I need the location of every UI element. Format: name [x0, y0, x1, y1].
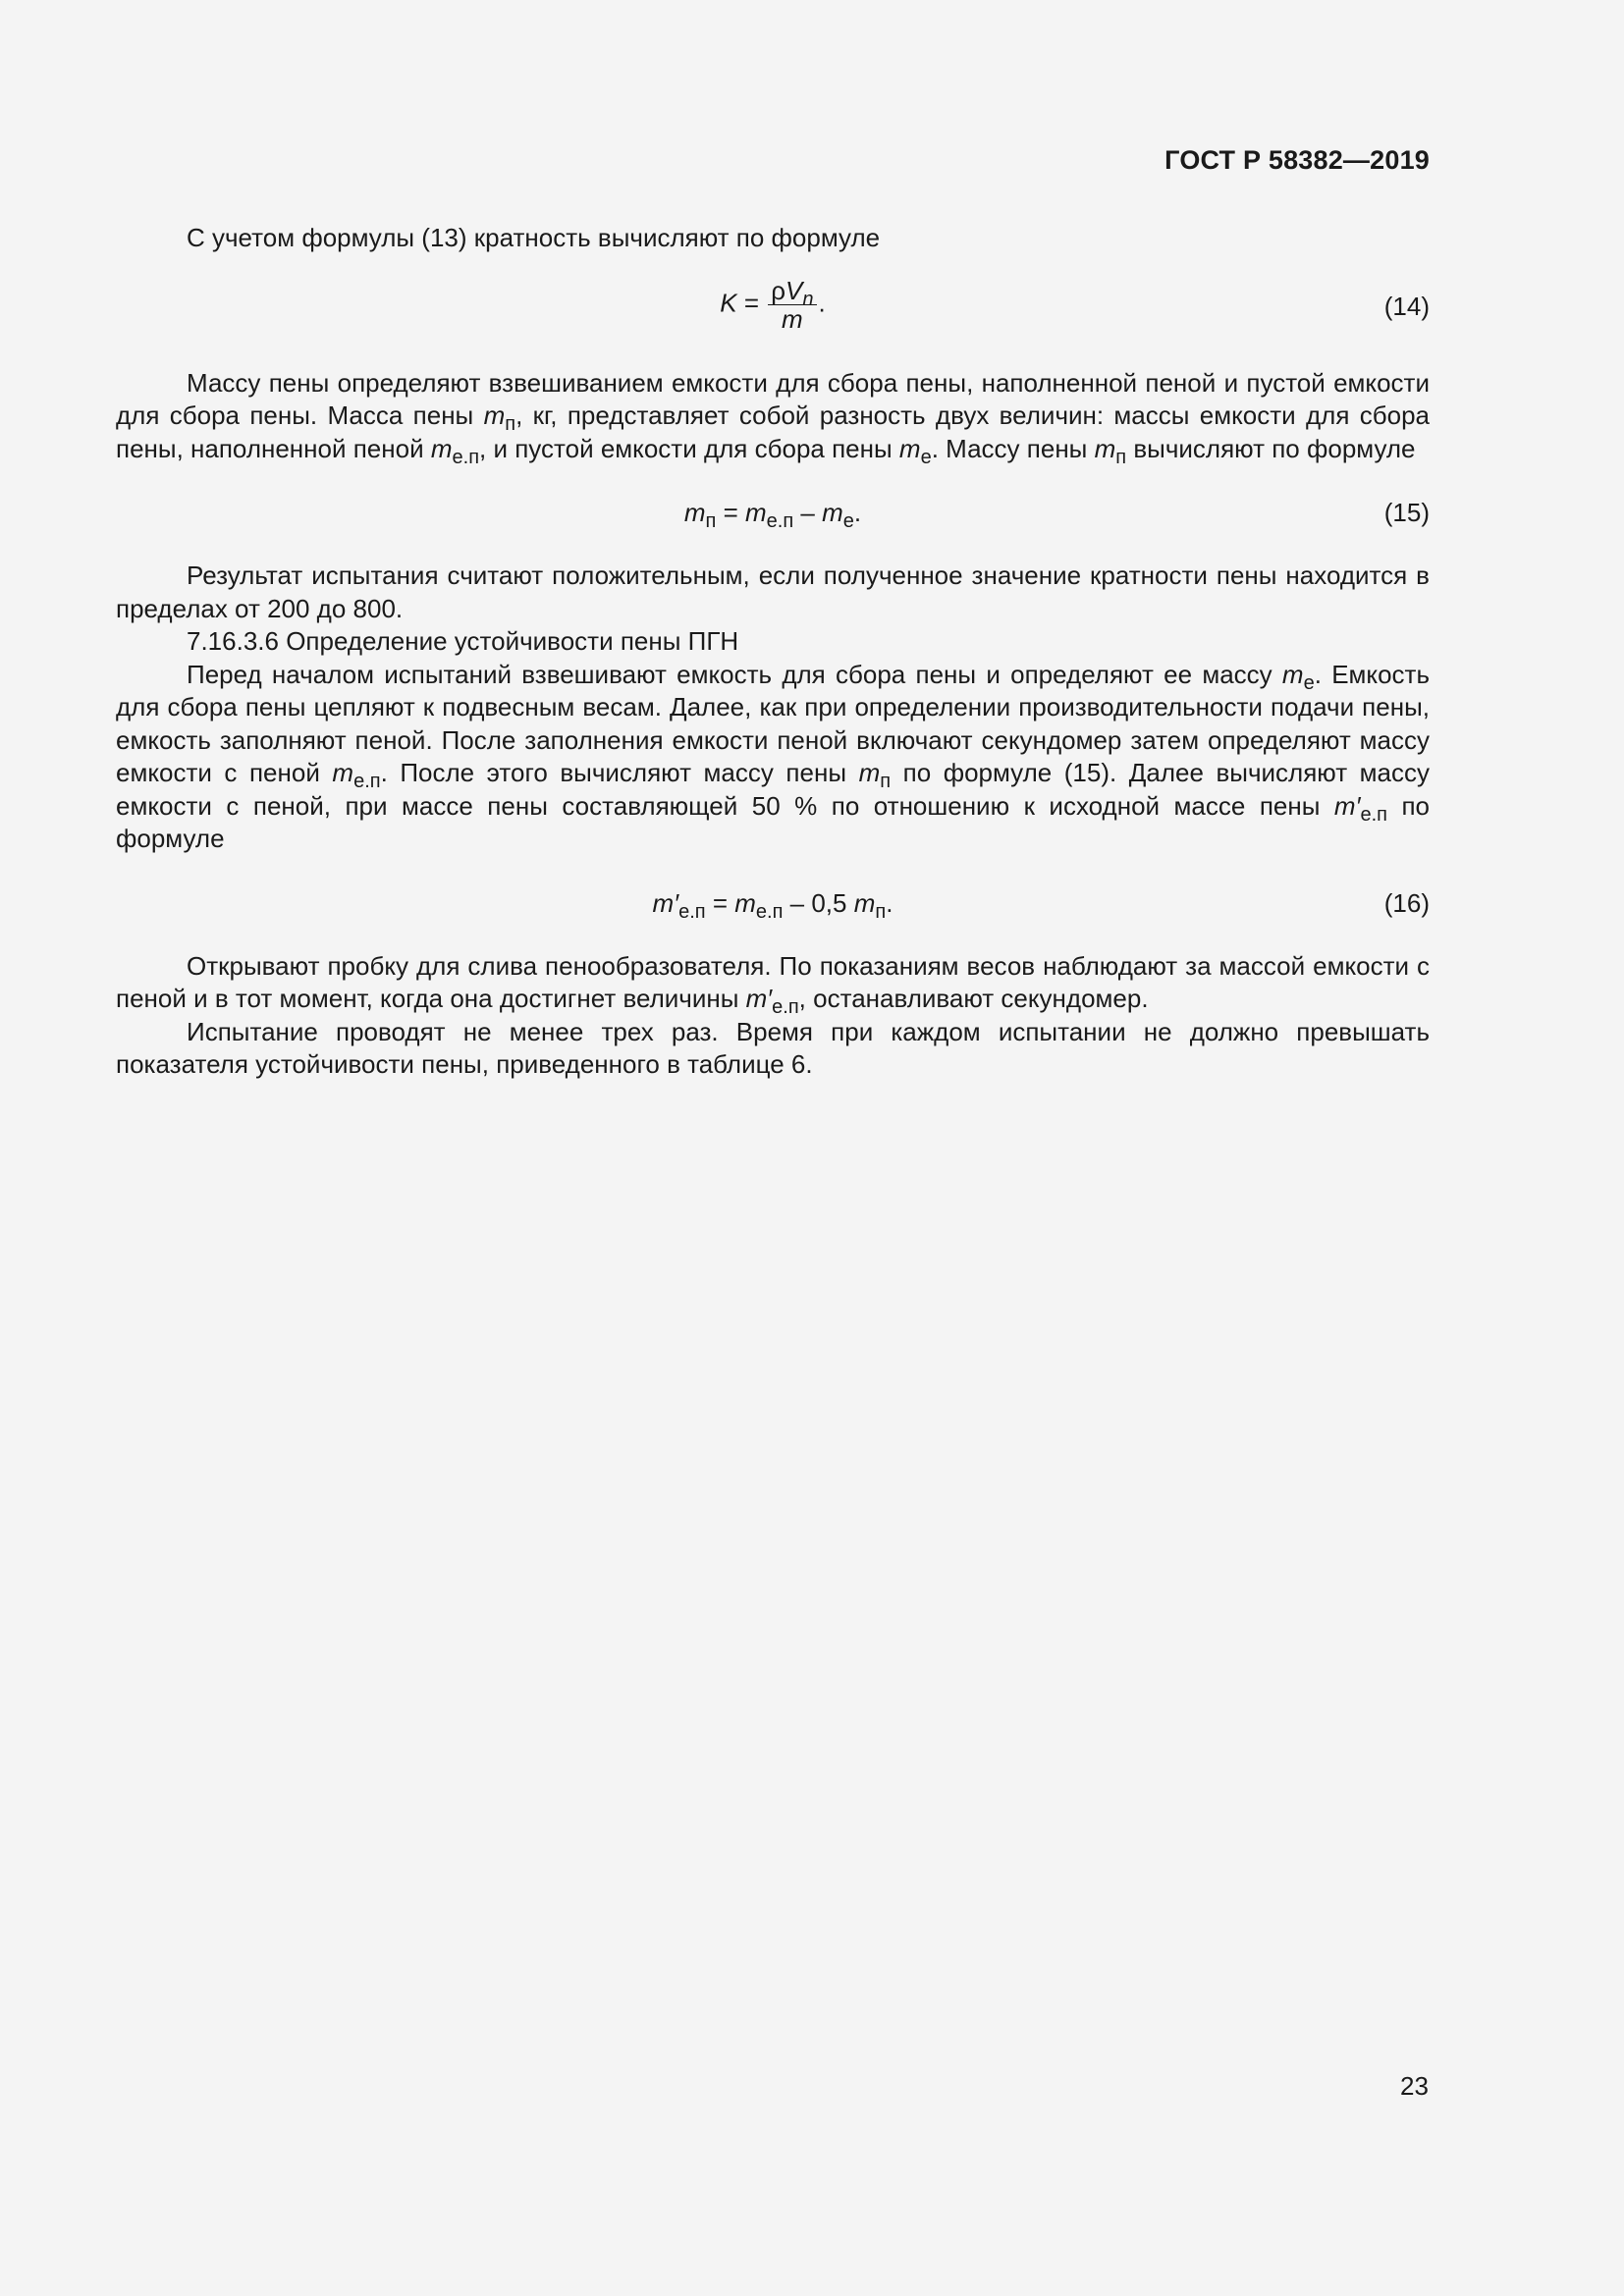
formula-16-expression: $m'_{е.п} = m_{е.п} - 0,5$ $m_п$. — [652, 887, 893, 923]
paragraph-foam-mass: Массу пены определяют взвешиванием емкости для сбора пены, наполненной пеной и пустой емкости для сбора пены. Масса пены $m_п$, кг, представляет собой разность двух величин: массы емкости для сбора пены, наполненной пеной $m_{е.п}$, и пустой емкости для сбора пены $m_е$. Массу пены $m_п$ вычисляют по формуле — [116, 367, 1430, 468]
page-number: 23 — [1400, 2071, 1429, 2101]
section-heading: 7.16.3.6 Определение устойчивости пены ПГН — [187, 626, 739, 656]
formula-15 — [116, 479, 1430, 548]
formula-14-numerator — [768, 275, 816, 310]
paragraph-stability: Перед началом испытаний взвешивают емкость для сбора пены и определяют ее массу $m_е$. Емкость для сбора пены цепляют к подвесным весам. Далее, как при определении производительности подачи пены, емкость заполняют пеной. После заполнения емкости пеной включают секундомер затем определяют массу емкости с пеной $m_{е.п}$. После этого вычисляют массу пены $m_п$ по формуле (15). Далее вычисляют массу емкости с пеной, при массе пены составляющей 50 % по отношению к исходной массе пены $m'_{е.п}$ по формуле — [116, 659, 1431, 853]
paragraph-result: Результат испытания считают положительным, если полученное значение кратности пены находится в пределах от 200 до 800. — [116, 561, 1430, 623]
formula-14-eq: = — [743, 287, 760, 317]
formula-14-fraction — [768, 277, 816, 333]
paragraph-repeat-test: Испытание проводят не менее трех раз. Время при каждом испытании не должно превышать показателя устойчивости пены, приведенного в таблице 6. — [116, 1016, 1430, 1079]
formula-14-expression — [116, 277, 1430, 333]
formula-16 — [116, 870, 1430, 938]
formula-15-expression: $m_п = m_{е.п} - m_е$. — [683, 498, 862, 532]
paragraph-open-plug: Открывают пробку для слива пенообразователя. По показаниям весов наблюдают за массой емкости с пеной и в тот момент, когда она достигнет величины $m'_{е.п}$, останавливают секундомер. — [116, 950, 1430, 1018]
document-code: ГОСТ Р 58382—2019 — [1164, 145, 1430, 175]
sub-n: n — [802, 288, 814, 310]
formula-16-number: (16) — [1383, 887, 1430, 918]
formula-14-period: . — [818, 287, 826, 317]
formula-14-denominator — [779, 305, 806, 333]
var-V: V — [785, 275, 803, 305]
var-m: m — [782, 303, 803, 334]
rho-symbol: ρ — [771, 275, 786, 305]
formula-15-number: (15) — [1383, 498, 1430, 527]
page-body — [116, 222, 1430, 1082]
intro-paragraph: С учетом формулы (13) кратность вычисляют по формуле — [187, 223, 881, 252]
formula-14 — [116, 263, 1430, 347]
formula-14-lhs: K — [720, 287, 737, 317]
formula-14-number: (14) — [1383, 291, 1430, 321]
